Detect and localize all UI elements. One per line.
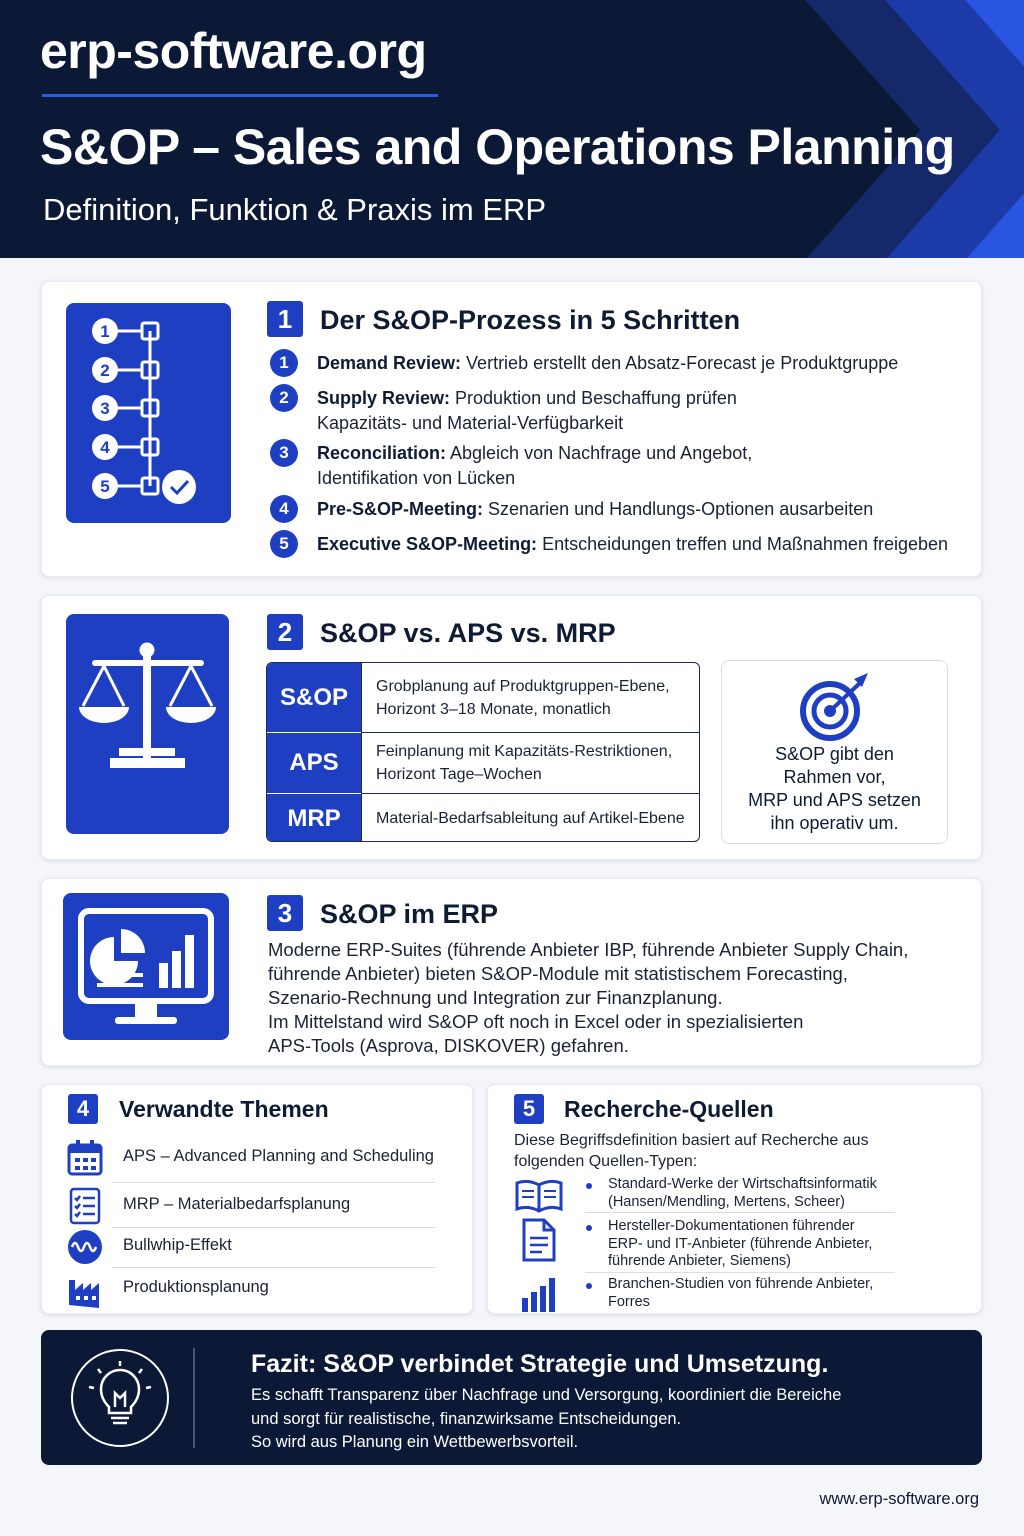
topic-link-mrp[interactable]: [66, 1187, 436, 1227]
section-number-badge: 1: [267, 301, 303, 337]
body-line: Szenario-Rechnung und Integration zur Finanzplanung.: [268, 987, 723, 1008]
conclusion-body: [251, 1384, 951, 1455]
step-term: Reconciliation:: [317, 443, 447, 463]
step-text: Entscheidungen treffen und Maßnahmen freigeben: [537, 534, 949, 554]
lightbulb-icon: [71, 1349, 169, 1447]
row-label: MRP: [267, 794, 361, 842]
open-book-icon: [514, 1175, 564, 1215]
list-item: [270, 441, 752, 491]
source-line: Branchen-Studien von führende Anbieter,: [608, 1276, 874, 1292]
topic-link-bullwhip[interactable]: [66, 1228, 436, 1268]
step-number: 4: [270, 495, 298, 523]
section-number-badge: 2: [267, 614, 303, 650]
header-rule: [42, 94, 438, 97]
body-line: führende Anbieter) bieten S&OP-Module mit statistischem Forecasting,: [268, 963, 848, 984]
row-desc: Horizont 3–18 Monate, monatlich: [376, 700, 611, 718]
table-row: [267, 733, 699, 793]
source-line: ERP- und IT-Anbieter (führende Anbieter,: [608, 1235, 873, 1252]
row-desc: Horizont Tage–Wochen: [376, 766, 542, 783]
step-text: Vertrieb erstellt den Absatz-Forecast je Produktgruppe: [461, 353, 899, 373]
section-number-badge: 3: [267, 895, 303, 931]
step-text: Abgleich von Nachfrage und Angebot,: [446, 443, 753, 463]
step-text: Kapazitäts- und Material-Verfügbarkeit: [317, 413, 624, 433]
body-line: Im Mittelstand wird S&OP oft noch in Excel oder in spezialisierten: [268, 1011, 804, 1032]
numbered-list-checklist-icon: [66, 303, 231, 523]
table-row: [267, 663, 699, 732]
conclusion-line: Es schafft Transparenz über Nachfrage und Versorgung, koordiniert die Bereiche: [251, 1386, 842, 1404]
topic-link-production[interactable]: [66, 1270, 436, 1310]
section-number-badge: 5: [514, 1094, 544, 1124]
header-banner: [0, 0, 1024, 258]
list-item: [270, 497, 873, 523]
body-line: APS-Tools (Asprova, DISKOVER) gefahren.: [268, 1035, 629, 1056]
target-arrow-icon: [796, 671, 876, 741]
list-item: [270, 532, 948, 558]
section-title: S&OP vs. APS vs. MRP: [320, 618, 616, 648]
row-label: S&OP: [267, 663, 361, 732]
conclusion-line: und sorgt für realistische, finanzwirksame Entscheidungen.: [251, 1409, 682, 1428]
source-line: Standard-Werke der Wirtschaftsinformatik: [608, 1176, 877, 1192]
section-title: Verwandte Themen: [119, 1096, 329, 1122]
page-title: S&OP – Sales and Operations Planning: [40, 119, 955, 175]
footer-url-link[interactable]: www.erp-software.org: [819, 1490, 979, 1508]
topic-link-aps[interactable]: [66, 1139, 436, 1179]
tile-number: 1: [100, 322, 110, 341]
monitor-chart-icon: [63, 893, 229, 1040]
callout-line: S&OP gibt den: [775, 744, 894, 764]
step-number: 2: [270, 384, 298, 412]
tile-number: 4: [100, 438, 110, 457]
conclusion-line: So wird aus Planung ein Wettbewerbsvorteil.: [251, 1433, 579, 1451]
list-item: [270, 351, 898, 377]
section-body: [268, 938, 958, 1058]
balance-scale-icon: [66, 614, 229, 834]
step-number: 3: [270, 439, 298, 467]
step-term: Executive S&OP-Meeting:: [317, 534, 538, 554]
tile-number: 2: [100, 361, 110, 380]
row-desc: Grobplanung auf Produktgruppen-Ebene,: [376, 677, 670, 695]
comparison-table: [266, 662, 700, 842]
section-title: Der S&OP-Prozess in 5 Schritten: [320, 305, 741, 335]
topic-label: Produktionsplanung: [123, 1278, 269, 1296]
topic-label: Bullwhip-Effekt: [123, 1236, 232, 1254]
tile-number: 5: [100, 477, 110, 496]
wave-icon: [66, 1228, 104, 1266]
list-item: [270, 386, 737, 436]
document-icon: [514, 1218, 564, 1262]
conclusion-banner: [41, 1330, 982, 1465]
sources-intro: [514, 1130, 934, 1172]
step-term: Supply Review:: [317, 388, 451, 408]
tile-number: 3: [100, 399, 110, 418]
source-line: Hersteller-Dokumentationen führender: [608, 1218, 855, 1234]
step-text: Identifikation von Lücken: [317, 468, 516, 488]
section-title: Recherche-Quellen: [564, 1096, 774, 1122]
site-name[interactable]: erp-software.org: [40, 23, 427, 79]
table-row: [267, 794, 699, 842]
body-line: Moderne ERP-Suites (führende Anbieter IBP, führende Anbieter Supply Chain,: [268, 939, 909, 960]
topic-label: APS – Advanced Planning and Scheduling: [123, 1147, 434, 1165]
step-term: Demand Review:: [317, 353, 462, 373]
intro-line: folgenden Quellen-Typen:: [514, 1153, 698, 1170]
checklist-icon: [66, 1187, 104, 1225]
step-number: 1: [270, 349, 298, 377]
row-desc: Material-Bedarfsableitung auf Artikel-Ebene: [376, 810, 685, 827]
page-subtitle: Definition, Funktion & Praxis im ERP: [43, 192, 547, 227]
source-line: Forres: [608, 1293, 650, 1310]
topic-label: MRP – Materialbedarfsplanung: [123, 1195, 351, 1213]
callout-line: ihn operativ um.: [770, 813, 899, 833]
section-number-badge: 4: [68, 1094, 98, 1124]
source-line: führende Anbieter, Siemens): [608, 1253, 791, 1269]
row-label: APS: [267, 733, 361, 793]
factory-icon: [66, 1270, 104, 1308]
calendar-icon: [66, 1139, 104, 1177]
summary-callout: [721, 660, 948, 844]
conclusion-title: Fazit: S&OP verbindet Strategie und Umsetzung.: [251, 1350, 829, 1378]
step-text: Produktion und Beschaffung prüfen: [450, 388, 737, 408]
step-term: Pre-S&OP-Meeting:: [317, 499, 484, 519]
section-title: S&OP im ERP: [320, 899, 499, 929]
intro-line: Diese Begriffsdefinition basiert auf Recherche aus: [514, 1132, 869, 1149]
callout-line: MRP und APS setzen: [748, 790, 921, 810]
step-number: 5: [270, 530, 298, 558]
row-desc: Feinplanung mit Kapazitäts-Restriktionen,: [376, 743, 673, 760]
callout-line: Rahmen vor,: [783, 767, 886, 787]
step-text: Szenarien und Handlungs-Optionen ausarbeiten: [483, 499, 874, 519]
bar-chart-icon: [514, 1276, 564, 1316]
source-line: (Hansen/Mendling, Mertens, Scheer): [608, 1193, 845, 1210]
